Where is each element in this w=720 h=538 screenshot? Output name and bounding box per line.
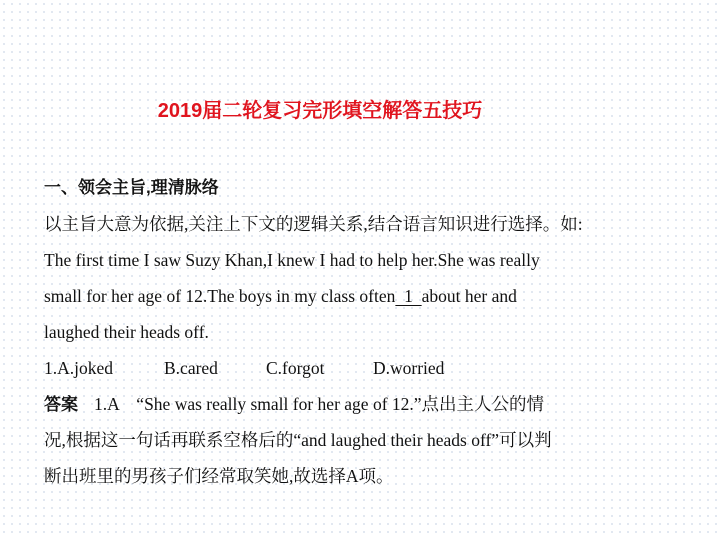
option-a: 1.A.joked (44, 358, 114, 378)
answer-line-2: 况,根据这一句话再联系空格后的“and laughed their heads off”可以判 (44, 430, 552, 450)
option-b: B.cared (164, 358, 218, 378)
answer-text-1: 1.A “She was really small for her age of 12.”点出主人公的情 (94, 394, 545, 414)
section-intro: 以主旨大意为依据,关注上下文的逻辑关系,结合语言知识进行选择。如: (44, 214, 583, 234)
answer-line-3: 断出班里的男孩子们经常取笑她,故选择A项。 (44, 466, 394, 486)
answer-line-1 (44, 386, 704, 422)
passage-line-1: The first time I saw Suzy Khan,I knew I had to help her.She was really (44, 250, 540, 270)
options-row (44, 350, 704, 386)
answer-label: 答案 (44, 395, 78, 414)
blank-1: 1 (395, 286, 422, 306)
slide-title: 2019届二轮复习完形填空解答五技巧 (157, 100, 483, 122)
section-heading: 一、领会主旨,理清脉络 (44, 178, 219, 197)
passage-line-2 (44, 278, 704, 314)
passage-line-3: laughed their heads off. (44, 322, 209, 342)
passage-line-2-before: small for her age of 12.The boys in my class often (44, 286, 396, 306)
option-c: C.forgot (266, 358, 325, 378)
slide-content (44, 170, 704, 494)
passage-line-2-after: about her and (421, 286, 517, 306)
option-d: D.worried (373, 358, 445, 378)
